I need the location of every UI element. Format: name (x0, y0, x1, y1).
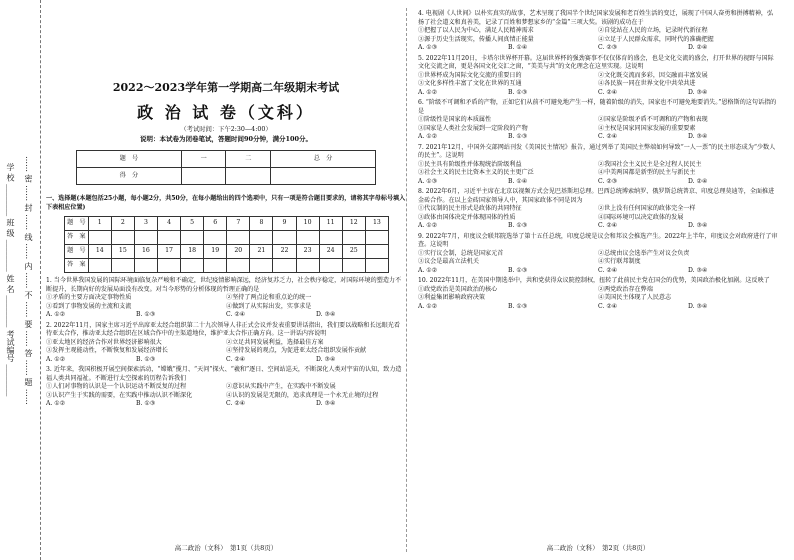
answer-choice[interactable]: D. ③④ (688, 266, 708, 274)
page-footer-right: 高二政治（文科） 第2页（共8页） (546, 543, 650, 552)
page-footer-left: 高二政治（文科） 第1页（共8页） (174, 543, 278, 552)
answer-choice[interactable]: D. ③④ (688, 222, 708, 229)
option-statement: ③看到了事物发展的主流和支流 (46, 302, 132, 310)
question-number-cell: 8 (250, 217, 273, 231)
question-stem: 1. 当今世界我国发展的国际环境面临复杂严峻和不确定，世纪疫情影响深远，经济复苏乏力，社会秩序稳定，对国际环境的塑造力不断提升，长期向好的发展局面没有改变。对当今形势的分析体现的哲理正确的是 (46, 277, 402, 293)
question-options (418, 250, 778, 267)
question-item (418, 144, 778, 187)
option-statement: ②意识从实践中产生，在实践中不断发展 (226, 383, 336, 390)
answer-choices (418, 44, 778, 53)
question-number-cell: 15 (111, 245, 134, 259)
question-stem: 9. 2022年7月，印度议会联邦院选举了第十五任总统，印度总统是议会和邦议会推选产生。2022年上半年，印度议会对政府进行了审查。这说明 (418, 232, 778, 248)
option-statement: ②总统由议会选举产生对议会负责 (598, 249, 690, 257)
question-options (418, 72, 778, 89)
question-number-cell: 23 (296, 245, 319, 259)
option-statement: ④各民族一同在世界文化中共荣共进 (598, 80, 696, 87)
question-number-cell: 17 (157, 245, 180, 259)
answer-input-cell[interactable] (134, 231, 157, 245)
answer-choice[interactable]: C. ②④ (226, 311, 246, 318)
answer-choice[interactable]: B. ①③ (136, 400, 156, 407)
option-statement: ③国家是人类社会发展到一定阶段的产物 (418, 124, 528, 132)
question-number-cell: 24 (319, 245, 342, 259)
question-stem: 2. 2022年11月，国家主席习近平出席亚太经合组织第二十九次领导人非正式会议并发表重要讲话指出，我们要以战略和长远眼光看待亚太合作，推动亚太经合组织在区域合作中的主渠道地位，维护亚太合作正确方向。这一讲话内容说明 (46, 321, 400, 337)
answer-choice[interactable]: C. ②④ (598, 222, 618, 229)
question-number-cell: 3 (134, 217, 157, 231)
option-statement: ③发挥主观能动性，不断恢复和发展经济增长 (46, 347, 168, 354)
answer-choice[interactable]: A. ①② (46, 400, 66, 407)
answer-input-cell[interactable] (181, 231, 204, 245)
option-statement: ④认识的发展是无限的，追求真理是一个永无止境的过程 (226, 391, 379, 399)
score-header-cell: 题 号 (77, 151, 182, 168)
answer-input-cell[interactable] (319, 231, 342, 245)
answer-choice[interactable]: B. ①③ (508, 133, 528, 140)
answer-table (64, 216, 389, 273)
question-number-cell: 1 (88, 217, 111, 231)
answer-choices (46, 311, 406, 320)
option-statement: ④主权是国家同国家发展的重要要素 (598, 124, 696, 132)
question-options (46, 339, 406, 356)
answer-input-cell[interactable] (250, 231, 273, 245)
option-statement: ③源于历史生活现实，传播人间真情正能量 (418, 35, 534, 43)
answer-choice[interactable]: B. ①④ (508, 177, 528, 185)
question-stem: 8. 2022年6月，习近平主席在北京以视频方式会见巴基斯坦总理。巴西总统博索纳罗、俄罗斯总统普京、印度总理莫迪等，全面推进金砖合作。在以上金砖国家领导人中，其国家政体不同是因为 (418, 188, 775, 204)
answer-choices (418, 89, 778, 98)
seal-line-column: …… 密 …… 封 …… 线 …… 内 …… 不 …… 要 …… 答 …… 题 …… (24, 155, 33, 405)
answer-input-cell[interactable] (88, 259, 111, 273)
option-statement: ②立足共同发展利益，选择最佳方案 (226, 338, 324, 346)
answer-choice[interactable]: C. ②④ (598, 302, 618, 310)
question-list-right (418, 10, 778, 311)
answer-choice[interactable]: B. ①③ (136, 311, 156, 318)
answer-choice[interactable]: A. ①③ (418, 177, 438, 185)
question-stem: 10. 2022年11月，在美国中期选举中，共和党获得众议院控制权，扭转了此前民主党在国会的优势，美国政治极化加剧。这反映了 (418, 277, 770, 284)
answer-choices (418, 222, 778, 231)
option-statement: ②自觉站在人民的立场，记录时代新征程 (598, 27, 708, 34)
question-number-cell: 25 (342, 245, 365, 259)
question-options (418, 205, 778, 222)
answer-choice[interactable]: D. ③④ (316, 400, 336, 407)
answer-input-cell[interactable] (342, 259, 365, 273)
option-statement: ②国家是阶级矛盾不可调和的产物和表现 (598, 116, 708, 123)
answer-choice[interactable]: A. ①② (46, 355, 66, 363)
option-statement: ④立足于人民群众需求，同时代的准确把握 (598, 35, 714, 43)
question-item (46, 277, 406, 320)
answer-table-label: 题 号 (65, 217, 89, 231)
question-number-cell: 20 (227, 245, 250, 259)
option-statement: ④国际环境可以决定政体的发展 (598, 213, 684, 221)
answer-choice[interactable]: C. ②④ (226, 400, 246, 407)
question-options (418, 161, 778, 178)
answer-input-cell[interactable] (342, 231, 365, 245)
question-number-cell: 14 (88, 245, 111, 259)
answer-input-cell[interactable] (134, 259, 157, 273)
exam-note: 说明：本试卷为闭卷笔试，答题时间90分钟，满分100分。 (139, 135, 313, 143)
answer-choice[interactable]: C. ②③ (598, 177, 618, 185)
exam-title: 2022～2023学年第一学期高二年级期末考试 (112, 81, 340, 94)
empty-cell (365, 245, 388, 259)
score-input-cell[interactable] (271, 168, 376, 185)
answer-choice[interactable]: B. ①③ (508, 222, 528, 229)
option-statement: ③认识产生于实践的需要，在实践中推动认识不断深化 (46, 391, 193, 399)
answer-choices (418, 178, 778, 187)
question-item (418, 277, 778, 311)
question-number-cell: 5 (181, 217, 204, 231)
question-number-cell: 13 (365, 217, 388, 231)
answer-input-cell[interactable] (204, 231, 227, 245)
answer-input-cell[interactable] (157, 259, 180, 273)
option-statement: ①阶级性是国家的本质属性 (418, 116, 492, 123)
answer-input-cell[interactable] (88, 231, 111, 245)
question-options (418, 116, 778, 133)
answer-choice[interactable]: B. ①③ (136, 355, 156, 363)
option-statement: ①实行议会制，总统是国家元首 (418, 249, 504, 257)
answer-choice[interactable]: A. ①② (46, 311, 66, 318)
answer-input-cell[interactable] (319, 259, 342, 273)
answer-input-cell[interactable] (227, 259, 250, 273)
score-input-cell[interactable] (181, 168, 226, 185)
score-header-cell: 总 分 (271, 151, 376, 168)
answer-choices (418, 133, 778, 142)
question-item (46, 322, 406, 365)
question-number-cell: 11 (319, 217, 342, 231)
score-label-cell: 得 分 (77, 168, 182, 185)
answer-table-label: 题 号 (65, 245, 89, 259)
option-statement: ④中美两国都是新型的民主与新民主 (598, 169, 696, 176)
answer-input-cell[interactable] (365, 231, 388, 245)
option-statement: ④坚持发展的观点，为促进亚太经合组织发展作贡献 (226, 347, 367, 354)
question-number-cell: 9 (273, 217, 296, 231)
question-number-cell: 4 (157, 217, 180, 231)
page-divider (406, 8, 407, 552)
option-statement: ③政体由国体决定并体现国体的性质 (418, 213, 516, 221)
answer-choice[interactable]: B. ①④ (508, 44, 528, 51)
main-title: 政 治 试 卷（文科） (137, 103, 315, 122)
student-info-column: 学 校 ________ 班 级 ________ 姓 名 ________ 考试编号 ________ (6, 163, 15, 397)
answer-choice[interactable]: C. ②③ (598, 44, 618, 51)
answer-choices (418, 267, 778, 276)
answer-input-cell[interactable] (111, 231, 134, 245)
answer-choice[interactable]: D. ③④ (316, 355, 336, 363)
option-statement: ②文化既交流而多彩，因交融而丰富发展 (598, 71, 708, 79)
question-item (46, 366, 406, 409)
question-item (418, 233, 778, 276)
answer-choice[interactable]: A. ①② (418, 133, 438, 140)
question-number-cell: 22 (273, 245, 296, 259)
option-statement: ③利益集团影响政府决策 (418, 294, 486, 301)
answer-input-cell[interactable] (181, 259, 204, 273)
option-statement: ①亚太地区的经济合作对世界经济影响很大 (46, 338, 162, 346)
option-statement: ③文化多样性丰富了文化在世界的互通 (418, 80, 522, 87)
answer-input-cell[interactable] (273, 259, 296, 273)
question-number-cell: 6 (204, 217, 227, 231)
score-header-cell: 一 (181, 151, 226, 168)
question-stem: 5. 2022年11月20日，卡塔尔世界杯开幕。这届世界杯的强劲赛事不仅仅体育的盛会，也是文化交流的盛会，打开世界的视野与国际文化交流之窗，更是各国文化交汇之窗，“美美与共”的文化理念在这里实现。这说明 (418, 54, 774, 70)
option-statement: ②我国社会主义民主是全过程人民民主 (598, 160, 702, 168)
answer-choice[interactable]: D. ③④ (688, 302, 708, 310)
option-statement: ④美国民主体现了人民意志 (598, 294, 672, 301)
score-header-cell: 二 (226, 151, 271, 168)
question-number-cell: 16 (134, 245, 157, 259)
answer-choice[interactable]: A. ①③ (418, 44, 438, 51)
answer-choice[interactable]: D. ③④ (688, 88, 708, 96)
answer-input-cell[interactable] (296, 231, 319, 245)
question-stem: 4. 电视剧《人世间》以朴实真实的故事，艺术呈现了我国半个世纪国家发展和老百姓生活的变迁，展现了中国人奋勇和拼搏精神，弘扬了社会道义和真善美，记录了百姓和梦想家乡的“金篇”三项大奖。该剧的成功在于 (418, 10, 774, 26)
question-item (418, 99, 778, 142)
option-statement: ③社会主义的民主比资本主义的民主更广泛 (418, 169, 534, 176)
question-number-cell: 2 (111, 217, 134, 231)
answer-choice[interactable]: D. ②④ (688, 177, 708, 185)
option-statement: ④实行联邦制度 (598, 258, 641, 265)
answer-input-cell[interactable] (296, 259, 319, 273)
question-options (418, 27, 778, 44)
exam-time: （考试时间：下午2:30—4:00） (180, 126, 272, 133)
answer-table-label: 答 案 (65, 259, 89, 273)
answer-choice[interactable]: C. ②④ (598, 88, 618, 96)
option-statement: ②两党政治存在弊端 (598, 285, 653, 293)
answer-choice[interactable]: A. ①② (418, 266, 438, 274)
answer-choice[interactable]: C. ②④ (598, 266, 618, 274)
question-item (418, 55, 778, 98)
option-statement: ④做到了从实际出发，实事求是 (226, 302, 312, 310)
answer-choices (418, 303, 778, 312)
binding-margin (0, 0, 41, 560)
question-stem: 3. 近年来，我国积极开展空间探索活动，“嫦娥”揽月、“天问”探火、“羲和”逐日、空间站巡天，不断深化人类对宇宙的认知，致力造福人类共同福祉。不断进行太空探索的历程告诉我们 (46, 366, 402, 382)
option-statement: ③议会是最高立法机关 (418, 258, 479, 265)
answer-choices (46, 400, 406, 409)
question-number-cell: 18 (181, 245, 204, 259)
answer-input-cell[interactable] (111, 259, 134, 273)
answer-table-label: 答 案 (65, 231, 89, 245)
answer-choices (46, 356, 406, 365)
answer-choice[interactable]: D. ③④ (688, 133, 708, 140)
answer-input-cell[interactable] (204, 259, 227, 273)
option-statement: ①矛盾的主要方面决定事物性质 (46, 294, 132, 301)
answer-input-cell[interactable] (273, 231, 296, 245)
question-item (418, 10, 778, 53)
answer-input-cell[interactable] (157, 231, 180, 245)
answer-choice[interactable]: B. ①③ (508, 88, 528, 96)
option-statement: ①人们对事物的认识是一个认识运动不断反复的过程 (46, 383, 187, 390)
option-statement: ②坚持了两点论和重点论的统一 (226, 294, 312, 301)
option-statement: ②世上没有任何国家的政体完全一样 (598, 205, 696, 212)
question-number-cell: 7 (227, 217, 250, 231)
answer-choice[interactable]: C. ②④ (598, 133, 618, 140)
answer-input-cell[interactable] (227, 231, 250, 245)
question-options (46, 383, 406, 400)
answer-choice[interactable]: B. ①③ (508, 266, 528, 274)
answer-choice[interactable]: A. ①② (418, 302, 438, 310)
question-number-cell: 19 (204, 245, 227, 259)
answer-choice[interactable]: A. ①② (418, 88, 438, 96)
empty-cell (365, 259, 388, 273)
answer-choice[interactable]: B. ①③ (508, 302, 528, 310)
answer-choice[interactable]: D. ③④ (316, 311, 336, 318)
option-statement: ①把握了以人民为中心，满足人民精神需求 (418, 27, 534, 34)
question-number-cell: 21 (250, 245, 273, 259)
question-item (418, 188, 778, 231)
question-options (46, 294, 406, 311)
answer-choice[interactable]: C. ②④ (226, 355, 246, 363)
question-list-left (46, 277, 406, 409)
question-stem: 6. “阶级不可调和矛盾的产物，正如它们从前不可避免地产生一样，随着阶级的消失，国家也不可避免地要消失。”恩格斯的这句话指的是 (418, 99, 777, 115)
question-stem: 7. 2021年12月，中国外交部网站刊发《美国民主情况》报告，通过列举了美国民主弊端如何导致“一人一票”的民主形态成为“少数人的民主”。这说明 (418, 143, 776, 159)
answer-choice[interactable]: D. ②④ (688, 44, 708, 51)
question-number-cell: 10 (296, 217, 319, 231)
option-statement: ①代议制的民主形式是政体的共同特征 (418, 205, 522, 212)
option-statement: ①民主具有阶级性并体现统治阶级利益 (418, 160, 522, 168)
answer-input-cell[interactable] (250, 259, 273, 273)
section-1-instructions: 一、选择题(本题包括25小题，每小题2分，共50分，在每小题给出的四个选项中，只有一项是符合题目要求的，请将其字母标号填入下表相应位置) (46, 195, 406, 211)
question-number-cell: 12 (342, 217, 365, 231)
score-input-cell[interactable] (226, 168, 271, 185)
option-statement: ①世界杯成为国际文化交流的重要日的 (418, 71, 522, 79)
score-table (76, 150, 376, 185)
option-statement: ①政党政治是美国政治的核心 (418, 285, 498, 293)
answer-choice[interactable]: A. ①② (418, 222, 438, 229)
page-left (46, 8, 406, 552)
page-right (418, 8, 778, 552)
question-options (418, 286, 778, 303)
